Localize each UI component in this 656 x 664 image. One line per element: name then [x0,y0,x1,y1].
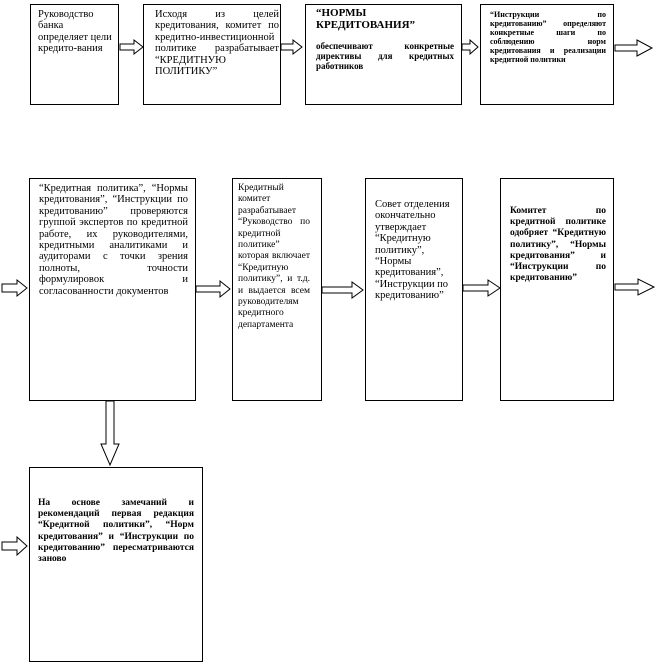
arrow-right-6 [463,280,500,296]
arrow-right-in-row3 [2,537,27,555]
step-text-1: Руководство банка определяет цели кредито-вания [38,9,112,55]
step-text-4: “Инструкции по кредитованию” определяют конкретные шаги по соблюдению норм кредитования и реализации кредитной политики [490,10,606,64]
step-text-9: На основе замечаний и рекомендаций первая редакция “Кредитной политики”, “Норм кредитования” и “Инструкции по кредитованию” пересматриваются заново [38,498,194,565]
step-text-8: Комитет по кредитной политике одобряет “Кредитную политику”, “Нормы кредитования” и “Инструкции по кредитованию” [510,206,606,284]
step-text-6: Кредитный комитет разрабатывает “Руководство по кредитной политике” которая включает “Кредитную политику”, и т.д. и выдается всем руководителям кредитного департамента [238,183,310,330]
arrow-right-out-row2 [615,279,654,295]
arrow-right-2 [281,40,302,54]
step-text-5: “Кредитная политика”, “Нормы кредитования”, “Инструкции по кредитованию” проверяются группой экспертов по кредитной работе, их руководителями, кредитными аналитиками и аудиторами с точки зрения полноты, точности формулировок и согласованности документов [39,183,188,297]
arrow-right-1 [120,40,143,54]
step-text-2: Исходя из целей кредитования, комитет по кредитно-инвестиционной политике разрабатывает “КРЕДИТНУЮ ПОЛИТИКУ” [155,9,279,78]
arrow-right-5 [322,282,363,298]
arrow-right-in-row2 [2,280,27,296]
arrow-right-4 [196,281,230,297]
step-title-3: “НОРМЫ КРЕДИТОВАНИЯ” [316,7,416,31]
step-text-3: обеспечивают конкретные директивы для кредитных работников [316,41,454,71]
arrow-down-1 [101,401,119,465]
step-text-7: Совет отделения окончательно утверждает “Кредитную политику”, “Нормы кредитования”, “Инструкции по кредитованию” [375,199,450,302]
arrow-right-3 [462,40,478,54]
arrow-right-out-row1 [615,40,652,56]
